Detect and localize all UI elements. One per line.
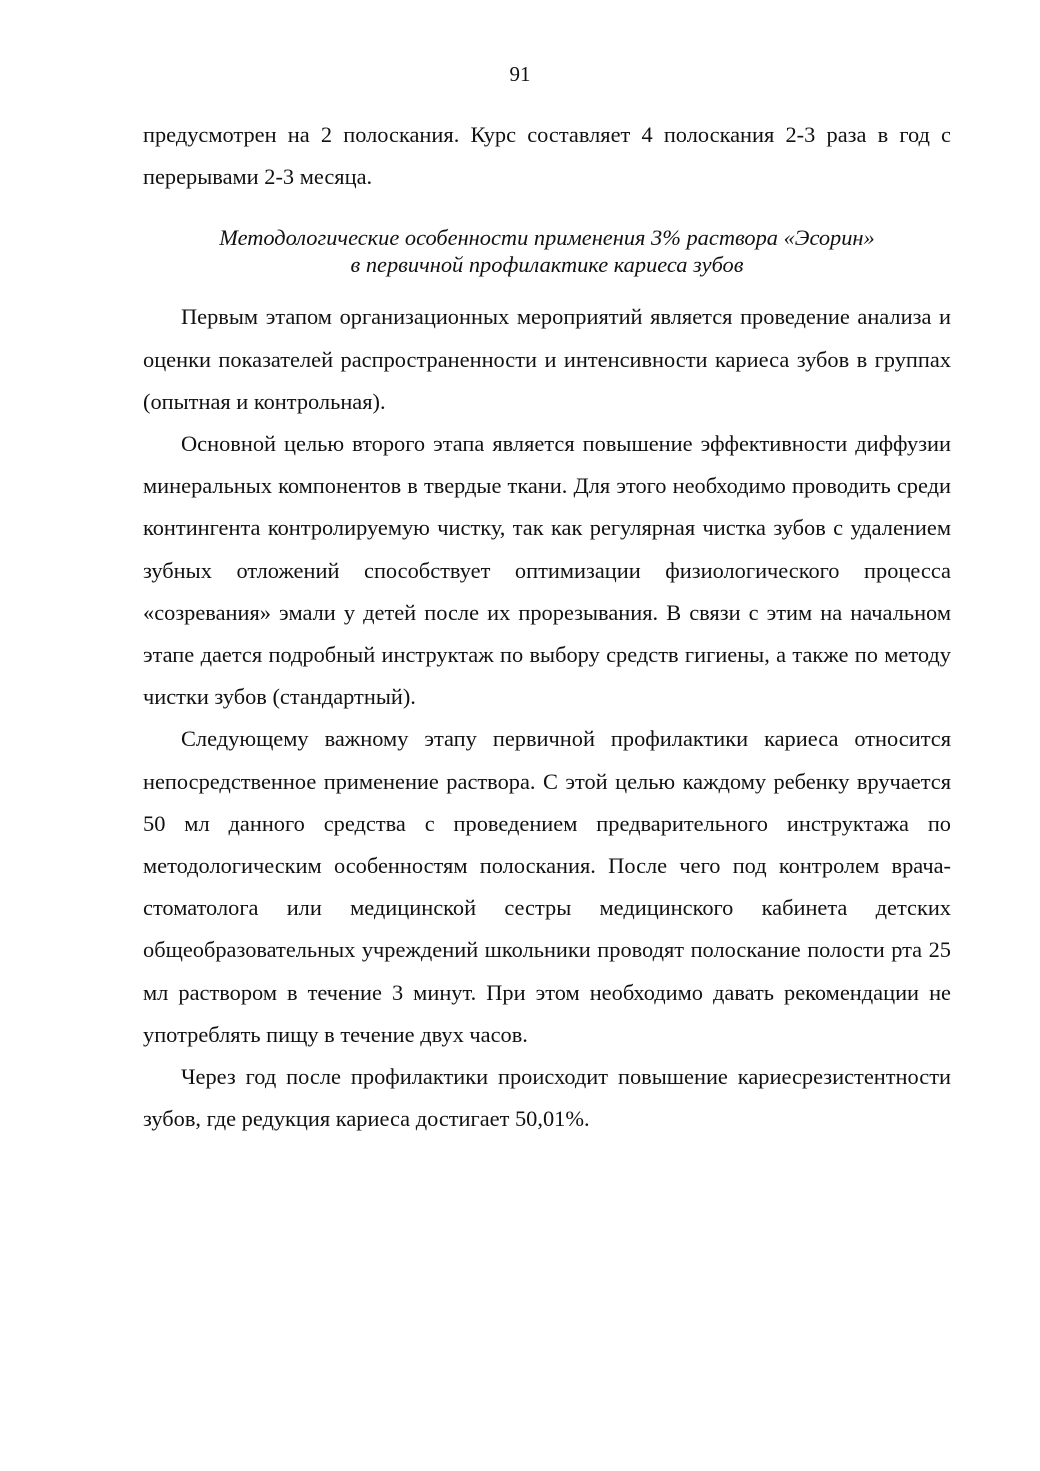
paragraph-first-stage: Первым этапом организационных мероприятий является проведение анализа и оценки показателей распространенности и интенсивности кариеса зубов в группах (опытная и контрольная). [143,304,951,414]
paragraph-result: Через год после профилактики происходит повышение кариесрезистентности зубов, где редукция кариеса достигает 50,01%. [143,1064,951,1132]
section-heading-line-2: в первичной профилактике кариеса зубов [350,252,744,278]
section-heading-line-1: Методологические особенности применения 3% раствора «Эсорин» [219,225,875,251]
section-heading [143,224,951,278]
paragraph-next-stage: Следующему важному этапу первичной профилактики кариеса относится непосредственное применение раствора. С этой целью каждому ребенку вручается 50 мл данного средства с проведением предварительного инструктажа по методологическим особенностям полоскания. После чего под контролем врача-стоматолога или медицинской сестры медицинского кабинета детских общеобразовательных учреждений школьники проводят полоскание полости рта 25 мл раствором в течение 3 минут. При этом необходимо давать рекомендации не употреблять пищу в течение двух часов. [143,726,951,1047]
page-number: 91 [509,62,531,86]
paragraph-continuation: предусмотрен на 2 полоскания. Курс составляет 4 полоскания 2-3 раза в год с перерывами 2-3 месяца. [143,122,951,190]
paragraph-second-stage: Основной целью второго этапа является повышение эффективности диффузии минеральных компонентов в твердые ткани. Для этого необходимо проводить среди контингента контролируемую чистку, так как регулярная чистка зубов с удалением зубных отложений способствует оптимизации физиологического процесса «созревания» эмали у детей после их прорезывания. В связи с этим на начальном этапе дается подробный инструктаж по выбору средств гигиены, а также по методу чистки зубов (стандартный). [143,431,951,710]
document-body [143,114,951,1140]
